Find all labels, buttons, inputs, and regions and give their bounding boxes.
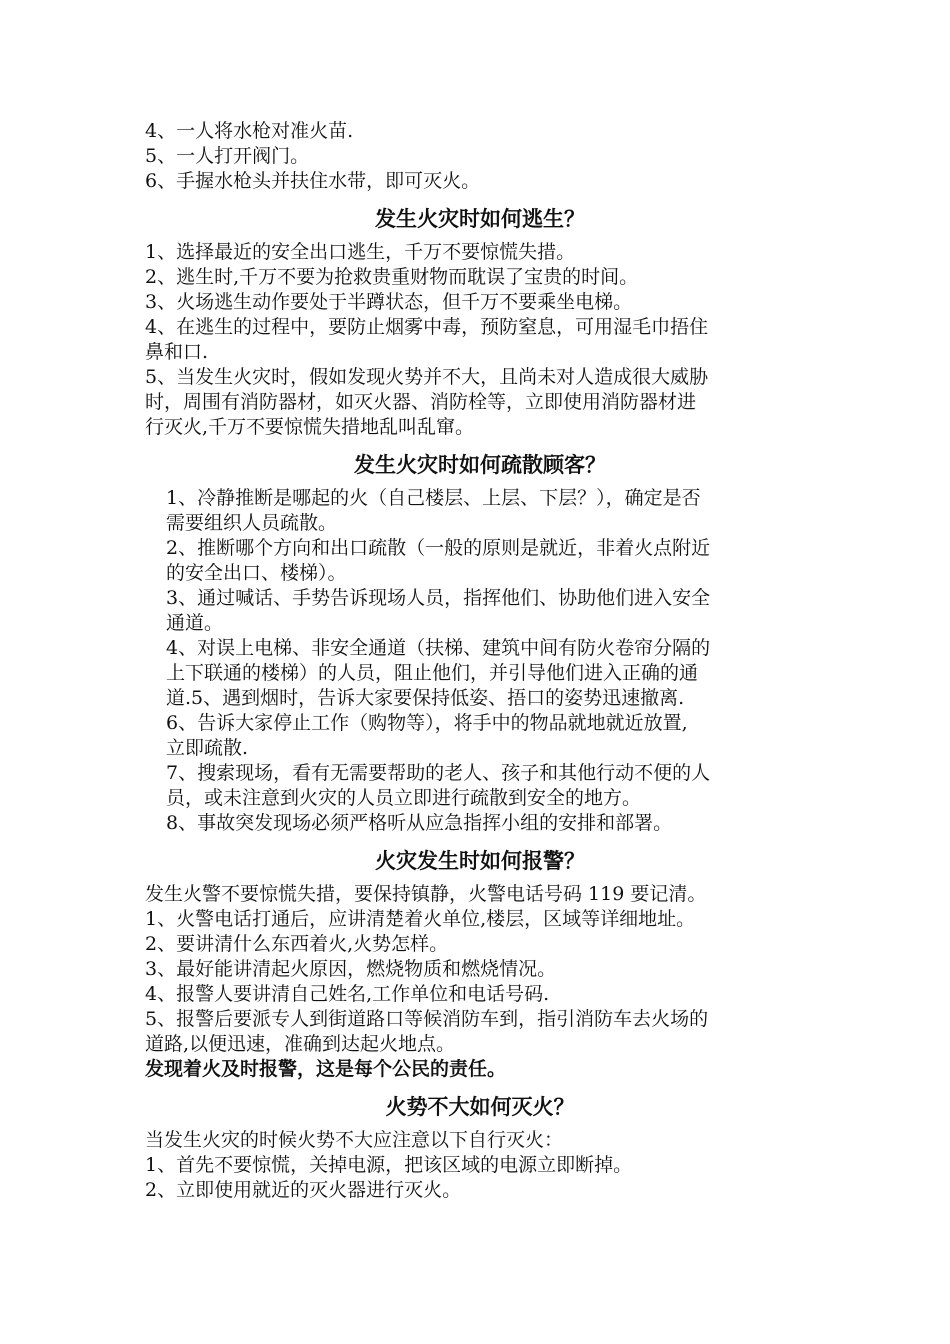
text-line: 道路,以便迅速，准确到达起火地点。 xyxy=(145,1033,456,1055)
text-line: 1、冷静推断是哪起的火（自己楼层、上层、下层？），确定是否 xyxy=(166,487,701,509)
document-body xyxy=(145,119,815,1203)
text-line: 2、逃生时,千万不要为抢救贵重财物而耽误了宝贵的时间。 xyxy=(145,266,639,288)
text-line: 3、火场逃生动作要处于半蹲状态，但千万不要乘坐电梯。 xyxy=(145,291,633,313)
text-line: 2、立即使用就近的灭火器进行灭火。 xyxy=(145,1179,462,1201)
text-line: 需要组织人员疏散。 xyxy=(166,512,338,534)
text-line: 4、一人将水枪对准火苗. xyxy=(145,120,354,142)
text-line: 1、火警电话打通后，应讲清楚着火单位,楼层，区域等详细地址。 xyxy=(145,908,696,930)
text-line: 行灭火,千万不要惊慌失措地乱叫乱窜。 xyxy=(145,416,475,438)
text-line: 当发生火灾的时候火势不大应注意以下自行灭火： xyxy=(145,1129,564,1151)
text-line: 的安全出口、楼梯）。 xyxy=(166,562,347,584)
text-line: 鼻和口. xyxy=(145,341,209,363)
section-escape xyxy=(145,240,815,440)
text-line: 1、首先不要惊慌，关掉电源，把该区域的电源立即断掉。 xyxy=(145,1154,633,1176)
text-line: 5、一人打开阀门。 xyxy=(145,145,310,167)
text-line: 5、报警后要派专人到街道路口等候消防车到，指引消防车去火场的 xyxy=(145,1008,709,1030)
section-evacuate-customers xyxy=(145,486,815,836)
section-heading: 发生火灾时如何逃生？ xyxy=(375,206,585,231)
text-line: 3、最好能讲清起火原因，燃烧物质和燃烧情况。 xyxy=(145,958,557,980)
text-line: 员，或未注意到火灾的人员立即进行疏散到安全的地方。 xyxy=(166,787,642,809)
section-report-fire xyxy=(145,882,815,1082)
text-line: 7、搜索现场，看有无需要帮助的老人、孩子和其他行动不便的人 xyxy=(166,762,711,784)
section-heading: 火势不大如何灭火？ xyxy=(385,1094,575,1119)
emphasis-line: 发现着火及时报警，这是每个公民的责任。 xyxy=(145,1058,507,1080)
text-line: 4、报警人要讲清自己姓名,工作单位和电话号码. xyxy=(145,983,550,1005)
section-heading: 发生火灾时如何疏散顾客？ xyxy=(354,452,606,477)
text-line: 发生火警不要惊慌失措，要保持镇静，火警电话号码 119 要记清。 xyxy=(145,883,707,905)
text-line: 道.5、遇到烟时，告诉大家要保持低姿、捂口的姿势迅速撤离. xyxy=(166,687,685,709)
text-line: 3、通过喊话、手势告诉现场人员，指挥他们、协助他们进入安全 xyxy=(166,587,711,609)
text-line: 1、选择最近的安全出口逃生，千万不要惊慌失措。 xyxy=(145,241,576,263)
text-line: 6、手握水枪头并扶住水带，即可灭火。 xyxy=(145,170,481,192)
text-line: 上下联通的楼梯）的人员，阻止他们，并引导他们进入正确的通 xyxy=(166,662,699,684)
section-small-fire xyxy=(145,1128,815,1203)
text-line: 8、事故突发现场必须严格听从应急指挥小组的安排和部署。 xyxy=(166,812,673,834)
text-line: 6、告诉大家停止工作（购物等），将手中的物品就地就近放置, xyxy=(166,712,688,734)
text-line: 通道。 xyxy=(166,612,224,634)
section-hose-steps xyxy=(145,119,815,194)
text-line: 立即疏散. xyxy=(166,737,249,759)
text-line: 4、在逃生的过程中，要防止烟雾中毒，预防窒息，可用湿毛巾捂住 xyxy=(145,316,709,338)
text-line: 时，周围有消防器材，如灭火器、消防栓等，立即使用消防器材进 xyxy=(145,391,697,413)
section-heading: 火灾发生时如何报警？ xyxy=(375,848,585,873)
text-line: 2、要讲清什么东西着火,火势怎样。 xyxy=(145,933,449,955)
text-line: 2、推断哪个方向和出口疏散（一般的原则是就近，非着火点附近 xyxy=(166,537,711,559)
text-line: 4、对误上电梯、非安全通道（扶梯、建筑中间有防火卷帘分隔的 xyxy=(166,637,711,659)
text-line: 5、当发生火灾时，假如发现火势并不大，且尚未对人造成很大威胁 xyxy=(145,366,709,388)
